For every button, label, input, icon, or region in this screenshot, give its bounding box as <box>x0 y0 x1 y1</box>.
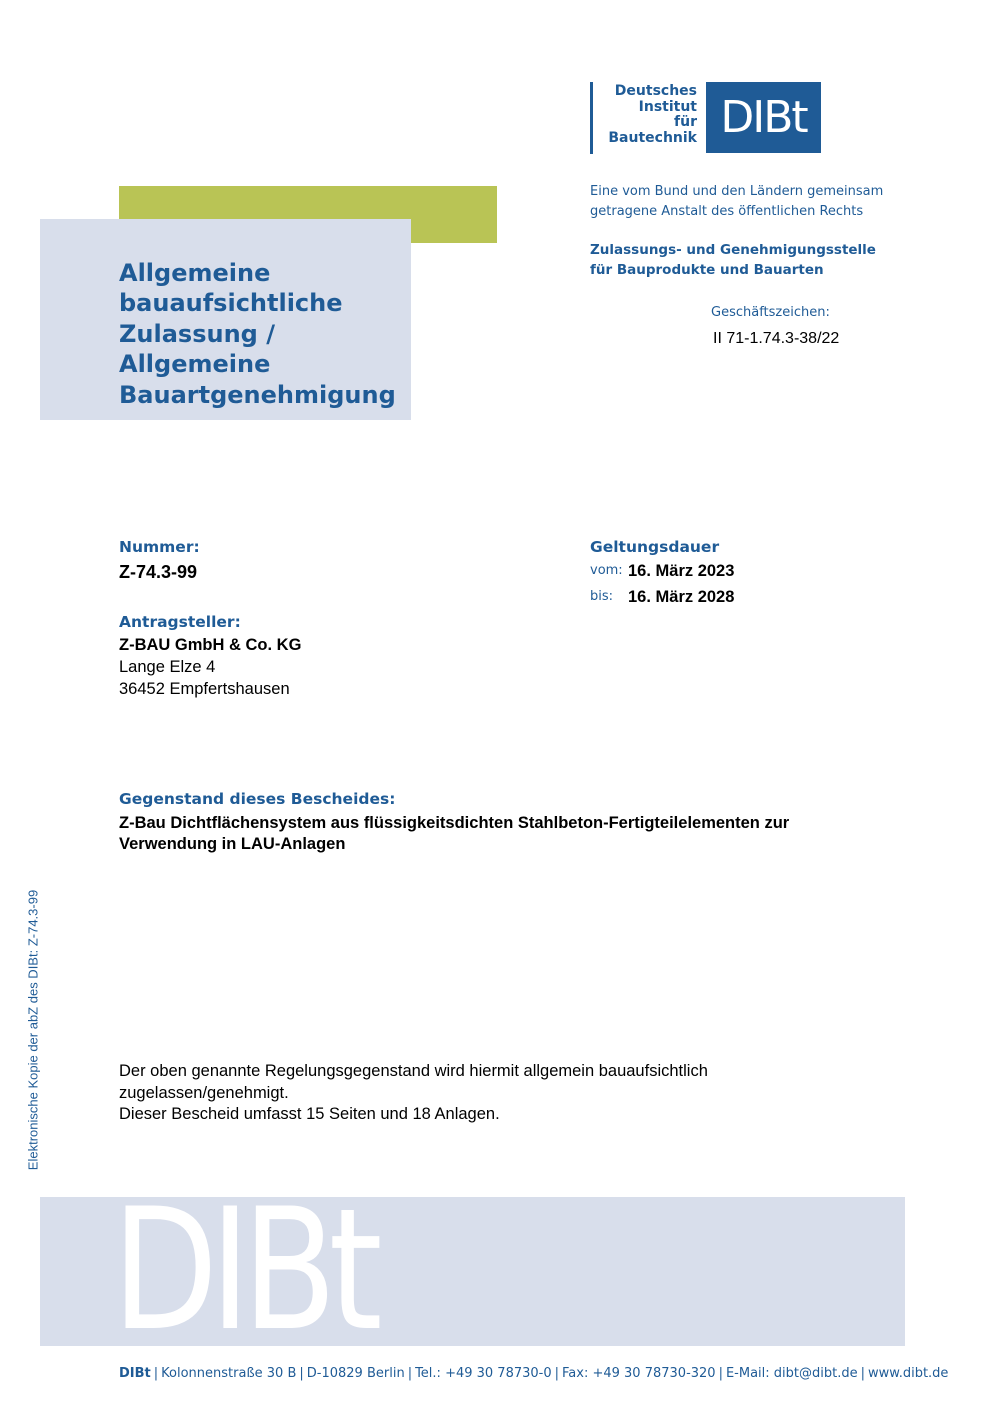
footer-phone: Tel.: +49 30 78730-0 <box>415 1366 552 1381</box>
number-label: Nummer: <box>119 538 200 556</box>
validity-to-value: 16. März 2028 <box>628 588 735 606</box>
electronic-copy-note: Elektronische Kopie der abZ des DIBt: Z-74.3-99 <box>25 889 41 1171</box>
dibt-logo-mark: DIBt <box>706 82 821 153</box>
applicant-street: Lange Elze 4 <box>119 658 216 676</box>
office-line-2: für Bauprodukte und Bauarten <box>590 262 824 278</box>
footer-address: Kolonnenstraße 30 B <box>161 1366 297 1381</box>
separator: | <box>860 1366 865 1381</box>
footer-band <box>40 1197 905 1346</box>
title-line-1: Allgemeine <box>119 259 271 287</box>
title-line-4: Allgemeine <box>119 350 271 379</box>
number-value: Z-74.3-99 <box>119 562 198 582</box>
validity-to-label: bis: <box>590 589 614 604</box>
title-line-2: bauaufsichtliche <box>119 289 343 318</box>
title-line-3: Zulassung / <box>119 319 275 348</box>
footer-watermark-logo: DIBt <box>112 1197 375 1346</box>
footer-fax: Fax: +49 30 78730-320 <box>562 1366 716 1381</box>
footer-contact <box>119 1366 948 1381</box>
organization-description <box>590 182 883 222</box>
separator: | <box>718 1366 723 1381</box>
title-line-5: Bauartgenehmigung <box>119 380 396 409</box>
separator: | <box>299 1366 304 1381</box>
document-title <box>119 258 419 410</box>
logo-line-3: für <box>674 114 697 130</box>
reference-label: Geschäftszeichen: <box>711 305 830 320</box>
footer-email[interactable]: E-Mail: dibt@dibt.de <box>725 1366 858 1381</box>
validity-label: Geltungsdauer <box>590 538 720 556</box>
separator: | <box>153 1366 159 1381</box>
validity-from-value: 16. März 2023 <box>628 562 735 580</box>
footer-brand: DIBt <box>119 1366 151 1381</box>
reference-value: II 71-1.74.3-38/22 <box>713 330 840 347</box>
office-line-1: Zulassungs- und Genehmigungsstelle <box>590 242 876 258</box>
footer-web[interactable]: www.dibt.de <box>868 1366 949 1381</box>
logo-divider <box>590 82 593 154</box>
applicant-city: 36452 Empfertshausen <box>119 680 290 698</box>
org-line-2: getragene Anstalt des öffentlichen Rechts <box>590 204 864 219</box>
validity-from-label: vom: <box>590 563 623 578</box>
logo-line-1: Deutsches <box>614 83 697 99</box>
subject-line-2: Verwendung in LAU-Anlagen <box>119 835 346 853</box>
statement-line-1: Der oben genannte Regelungsgegenstand wird hiermit allgemein bauaufsichtlich <box>119 1062 708 1080</box>
applicant-name: Z-BAU GmbH & Co. KG <box>119 636 302 654</box>
statement-line-3: Dieser Bescheid umfasst 15 Seiten und 18 Anlagen. <box>119 1105 500 1123</box>
separator: | <box>407 1366 413 1381</box>
org-line-1: Eine vom Bund und den Ländern gemeinsam <box>590 184 884 199</box>
subject-label: Gegenstand dieses Bescheides: <box>119 790 396 808</box>
office-name <box>590 240 876 280</box>
logo-line-2: Institut <box>638 98 697 115</box>
footer-city: D-10829 Berlin <box>306 1366 405 1381</box>
logo-line-4: Bautechnik <box>608 129 697 146</box>
statement-line-2: zugelassen/genehmigt. <box>119 1084 289 1102</box>
applicant-label: Antragsteller: <box>119 613 241 631</box>
logo-wordmark <box>600 84 697 146</box>
subject-line-1: Z-Bau Dichtflächensystem aus flüssigkeitsdichten Stahlbeton-Fertigteilelementen zur <box>119 814 790 832</box>
separator: | <box>554 1366 560 1381</box>
